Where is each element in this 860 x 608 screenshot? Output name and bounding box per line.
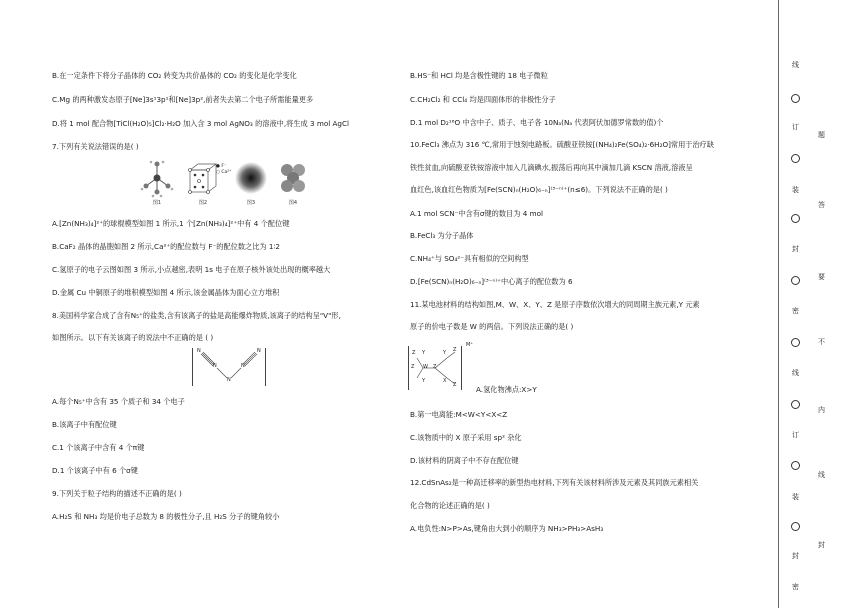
q11-stem-line2: 原子的价电子数是 W 的两倍。下列说法正确的是( ) bbox=[410, 322, 574, 331]
q11-option-c: C.该物质中的 X 原子采用 sp² 杂化 bbox=[410, 433, 522, 442]
q11-structure-diagram bbox=[408, 346, 462, 390]
figure-1-zn-complex bbox=[140, 158, 174, 198]
binding-char: 封 bbox=[792, 552, 799, 560]
struct-label-y1: Y bbox=[422, 350, 426, 356]
binding-char: 装 bbox=[792, 493, 799, 501]
q8-option-c: C.1 个该离子中含有 4 个π键 bbox=[52, 443, 145, 452]
q7-figures bbox=[140, 158, 310, 210]
q9-option-d: D.1 mol D₂¹⁶O 中含中子、质子、电子各 10Nₐ(Nₐ 代表阿伏加德罗常数的值)个 bbox=[410, 118, 664, 127]
binding-hole-icon bbox=[791, 154, 800, 163]
binding-hole-icon bbox=[791, 276, 800, 285]
figure-2-caf2-cell bbox=[186, 158, 220, 198]
binding-char: 装 bbox=[792, 186, 799, 194]
legend-f-ion: ● F⁻ bbox=[216, 164, 227, 169]
binding-char: 封 bbox=[792, 245, 799, 253]
q9-option-c: C.CH₂Cl₂ 和 CCl₄ 均是四面体形的非极性分子 bbox=[410, 95, 556, 104]
q10-option-a: A.1 mol SCN⁻中含有σ键的数目为 4 mol bbox=[410, 209, 543, 218]
n5-ion-structure bbox=[192, 348, 266, 386]
binding-notice-char: 封 bbox=[818, 541, 825, 549]
n5-atom-2: N bbox=[213, 363, 217, 369]
q12-stem-line2: 化合物的论述正确的是( ) bbox=[410, 501, 490, 510]
binding-hole-icon bbox=[791, 214, 800, 223]
q7-option-c: C.氢原子的电子云图如图 3 所示,小点越密,表明 1s 电子在原子核外该处出现的概率越大 bbox=[52, 265, 331, 274]
q11-option-d: D.该材料的阴离子中不存在配位键 bbox=[410, 456, 519, 465]
q11-option-b: B.第一电离能:M<W<Y<X<Z bbox=[410, 410, 508, 419]
binding-hole-icon bbox=[791, 461, 800, 470]
figure-1-caption: 图1 bbox=[152, 200, 162, 206]
figure-4-caption: 图4 bbox=[288, 200, 298, 206]
binding-hole-icon bbox=[791, 522, 800, 531]
n5-atom-1: N bbox=[197, 348, 201, 354]
struct-charge-m: M⁺ bbox=[466, 342, 473, 348]
q12-option-a: A.电负性:N>P>As,键角由大到小的顺序为 NH₃>PH₃>AsH₃ bbox=[410, 524, 604, 533]
struct-label-z5: Z bbox=[453, 382, 457, 388]
binding-notice-char: 要 bbox=[818, 273, 825, 281]
binding-char: 密 bbox=[792, 583, 799, 591]
legend-ca-ion: ○ Ca²⁺ bbox=[216, 170, 232, 175]
binding-margin bbox=[776, 0, 860, 608]
q9-option-a: A.H₂S 和 NH₃ 均是价电子总数为 8 的极性分子,且 H₂S 分子的键角较小 bbox=[52, 512, 280, 521]
binding-notice-char: 线 bbox=[818, 471, 825, 479]
q11-stem-line1: 11.某电池材料的结构如图,M、W、X、Y、Z 是原子序数依次增大的同周期主族元素,Y 元素 bbox=[410, 300, 700, 309]
q6-option-d: D.将 1 mol 配合物[TiCl(H₂O)₅]Cl₂·H₂O 加入含 3 mol AgNO₃ 的溶液中,将生成 3 mol AgCl bbox=[52, 119, 350, 128]
q8-option-d: D.1 个该离子中有 6 个σ键 bbox=[52, 466, 138, 475]
q10-option-b: B.FeCl₃ 为分子晶体 bbox=[410, 231, 474, 240]
binding-notice-char: 内 bbox=[818, 406, 825, 414]
binding-hole-icon bbox=[791, 338, 800, 347]
q7-stem: 7.下列有关说法错误的是( ) bbox=[52, 142, 139, 151]
binding-char: 线 bbox=[792, 369, 799, 377]
q10-stem-line2: 铁性贫血,向硫酸亚铁铵溶液中加入几滴碘水,振荡后再向其中滴加几滴 KSCN 溶液,溶液呈 bbox=[410, 163, 693, 172]
binding-char: 密 bbox=[792, 307, 799, 315]
q9-option-b: B.HS⁻和 HCl 均是含极性键的 18 电子微粒 bbox=[410, 71, 548, 80]
q7-option-b: B.CaF₂ 晶体的晶胞如图 2 所示,Ca²⁺的配位数与 F⁻的配位数之比为 1∶2 bbox=[52, 242, 280, 251]
q9-stem: 9.下列关于粒子结构的描述不正确的是( ) bbox=[52, 489, 182, 498]
figure-3-electron-cloud bbox=[234, 158, 268, 198]
binding-char: 线 bbox=[792, 61, 799, 69]
binding-char: 订 bbox=[792, 123, 799, 131]
q8-stem-line2: 如图所示。以下有关该离子的说法中不正确的是 ( ) bbox=[52, 333, 214, 342]
figure-2-caption: 图2 bbox=[198, 200, 208, 206]
q10-option-d: D.[Fe(SCN)ₙ(H₂O)₆₋ₙ]⁽³⁻ⁿ⁾⁺中心离子的配位数为 6 bbox=[410, 277, 573, 286]
q10-stem-line3: 血红色,该血红色物质为[Fe(SCN)ₙ(H₂O)₆₋ₙ]⁽³⁻ⁿ⁾⁺(n≤6)。下列说法不正确的是( ) bbox=[410, 185, 668, 194]
q6-option-c: C.Mg 的两种激发态原子[Ne]3s¹3p¹和[Ne]3p²,前者失去第二个电子所需能量更多 bbox=[52, 95, 314, 104]
struct-label-y3: Y bbox=[422, 378, 426, 384]
struct-label-y2: Y bbox=[443, 350, 447, 356]
binding-notice-char: 答 bbox=[818, 201, 825, 209]
struct-label-x: X bbox=[443, 378, 447, 384]
q8-option-b: B.该离子中有配位键 bbox=[52, 420, 117, 429]
binding-notice-char: 不 bbox=[818, 338, 825, 346]
q7-option-d: D.金属 Cu 中铜原子的堆积模型如图 4 所示,该金属晶体为面心立方堆积 bbox=[52, 288, 280, 297]
binding-char: 订 bbox=[792, 431, 799, 439]
n5-atom-4: N bbox=[241, 363, 245, 369]
struct-label-z2: Z bbox=[453, 347, 457, 353]
binding-line bbox=[778, 0, 779, 608]
binding-notice-char: 题 bbox=[818, 131, 825, 139]
struct-label-z3: Z bbox=[411, 364, 415, 370]
figure-2-legend bbox=[216, 164, 231, 176]
q8-stem-line1: 8.美国科学家合成了含有N₅⁺的盐类,含有该离子的盐是高能爆炸物质,该离子的结构呈"V"形, bbox=[52, 311, 341, 320]
q6-option-b: B.在一定条件下将分子晶体的 CO₂ 转变为共价晶体的 CO₂ 的变化是化学变化 bbox=[52, 71, 297, 80]
struct-label-w: W bbox=[423, 364, 428, 370]
n5-atom-3: N bbox=[227, 377, 231, 383]
q10-option-c: C.NH₄⁺与 SO₄²⁻具有相似的空间构型 bbox=[410, 254, 529, 263]
q11-option-a: A.氢化物沸点:X>Y bbox=[476, 385, 537, 394]
binding-hole-icon bbox=[791, 400, 800, 409]
q7-option-a: A.[Zn(NH₃)₄]²⁺的球棍模型如图 1 所示,1 个[Zn(NH₃)₄]²⁺中有 4 个配位键 bbox=[52, 219, 290, 228]
binding-hole-icon bbox=[791, 94, 800, 103]
figure-4-cu-stacking bbox=[276, 158, 310, 198]
n5-atom-5: N bbox=[257, 348, 261, 354]
struct-label-z4: Z bbox=[433, 364, 437, 370]
struct-label-z1: Z bbox=[412, 350, 416, 356]
figure-3-caption: 图3 bbox=[246, 200, 256, 206]
q12-stem-line1: 12.CdSnAs₂是一种高迁移率的新型热电材料,下列有关该材料所涉及元素及其同族元素相关 bbox=[410, 478, 699, 487]
q10-stem-line1: 10.FeCl₃ 沸点为 316 ℃,常用于蚀刻电路板。硫酸亚铁铵[(NH₄)₂Fe(SO₄)₂·6H₂O]常用于治疗缺 bbox=[410, 140, 715, 149]
q8-option-a: A.每个N₅⁺中含有 35 个质子和 34 个电子 bbox=[52, 397, 185, 406]
